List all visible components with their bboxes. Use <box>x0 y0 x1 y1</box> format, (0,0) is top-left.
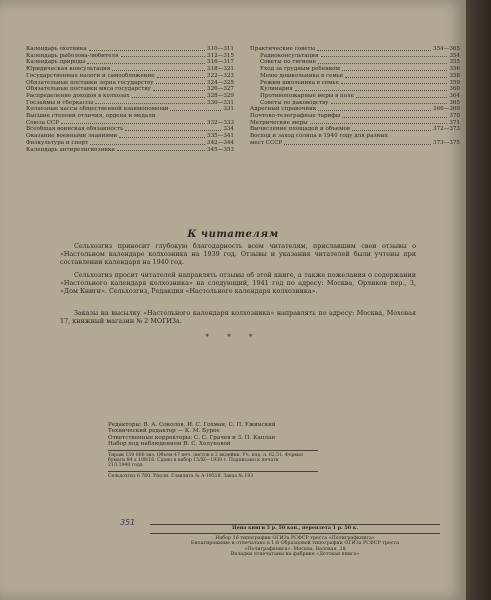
handwritten-number: 351 <box>120 518 136 527</box>
toc-entry-pages: 316—317 <box>207 59 234 66</box>
toc-entry-pages: 373—375 <box>433 139 460 146</box>
toc-entry-pages: 324—325 <box>207 79 234 86</box>
toc-entry-title: Почтово-телеграфные тарифы <box>250 113 341 120</box>
credits-divider <box>108 450 318 451</box>
toc-entry <box>26 120 234 127</box>
toc-entry-pages: 359 <box>449 79 460 86</box>
toc-dot-leader <box>352 130 431 131</box>
toc-dot-leader <box>356 97 447 98</box>
price-line: Цена книги 5 р. 50 коп., переплета 1 р. 50 к. <box>150 524 440 534</box>
toc-dot-leader <box>112 70 205 71</box>
notice-paragraph-1: Сельхозгиз приносит глубокую благодарность всем читателям, приславшим свои отзывы о «Настольном календаре колхозника на 1939 год. Отзывы и указания читателей были учтены при составлении календаря на 1940 год. <box>60 242 416 266</box>
toc-entry-title: Юридическая консультация <box>26 66 111 73</box>
toc-entry <box>26 140 234 147</box>
toc-entry-title: Оказание военными знаниями <box>26 133 118 140</box>
toc-entry-title: Союза ССР <box>26 119 60 126</box>
toc-entry-title: Всеобщая воинская обязанность <box>26 126 124 133</box>
toc-entry <box>26 86 234 93</box>
toc-entry-title: Вычисление площадей и объемов <box>250 126 350 133</box>
toc-entry-pages: 365 <box>449 99 460 106</box>
toc-entry-title: Советы по гигиене <box>260 59 316 66</box>
toc-entry-title: Советы по даководству <box>260 99 329 106</box>
toc-entry-title: Колхозные кассы общественной взаимопомощи <box>26 106 169 113</box>
toc-dot-leader <box>90 144 205 145</box>
toc-entry-title: Обязательные поставки мяса государству <box>26 86 151 93</box>
toc-entry-pages: 318—321 <box>207 66 234 73</box>
toc-dot-leader <box>341 83 447 84</box>
toc-entry <box>26 147 234 154</box>
toc-entry <box>26 100 234 107</box>
toc-entry-title: Метрические меры <box>250 119 308 126</box>
imprint-block <box>150 524 440 558</box>
table-of-contents-right <box>250 46 460 147</box>
toc-entry-pages: 364 <box>449 92 460 99</box>
toc-entry-title: Адресный справочник <box>250 106 317 113</box>
toc-dot-leader <box>132 97 206 98</box>
toc-entry <box>250 53 460 60</box>
toc-entry <box>250 80 460 87</box>
supervision-line: Набор под наблюдением Я. С. Холуповой <box>108 441 231 448</box>
toc-entry-pages: 354 <box>449 52 460 59</box>
toc-dot-leader <box>61 123 205 124</box>
toc-entry <box>26 113 234 120</box>
toc-entry-pages: 322—323 <box>207 72 234 79</box>
toc-entry <box>250 100 460 107</box>
toc-entry <box>26 106 234 113</box>
toc-entry <box>250 73 460 80</box>
toc-entry-pages: 342—344 <box>207 139 234 146</box>
toc-entry-pages: 366—369 <box>433 106 460 113</box>
toc-entry <box>26 59 234 66</box>
toc-entry <box>26 126 234 133</box>
toc-entry-title: Государственные налоги и самообложение <box>26 72 155 79</box>
toc-entry-title: Физкультура и спорт <box>26 139 89 146</box>
notice-heading: К читателям <box>187 229 279 240</box>
toc-entry-title: Противопожарные меры в поле <box>260 92 354 99</box>
section-divider-stars: * * * <box>205 333 261 341</box>
toc-entry-pages: 335—341 <box>207 133 234 140</box>
notice-paragraph-3: Заказы на высылку «Настольного календаря колхозника» направлять по адресу: Москва, Моховая 17, книжный магазин № 2 МОГИЗа. <box>60 309 416 325</box>
toc-entry-title: Календарь охотника <box>26 46 87 52</box>
toc-entry-title: Режим школьника в семье <box>260 79 339 86</box>
toc-entry-title: Распределение доходов в колхозах <box>26 92 130 99</box>
toc-dot-leader <box>119 137 205 138</box>
toc-dot-leader <box>125 130 221 131</box>
toc-entry <box>26 93 234 100</box>
toc-dot-leader <box>87 63 205 64</box>
toc-dot-leader <box>310 123 448 124</box>
toc-dot-leader <box>170 110 221 111</box>
toc-dot-leader <box>321 56 448 57</box>
imprint-line-3: «Полиграфкнига». Москва, Валовая, 28 <box>244 546 346 552</box>
toc-entry-title: Календарь рыболова-любителя <box>26 52 119 59</box>
toc-entry-title: мест СССР <box>250 139 283 146</box>
toc-dot-leader <box>331 103 448 104</box>
toc-entry-pages: 360 <box>449 86 460 93</box>
toc-entry-pages: 345—353 <box>207 146 234 153</box>
toc-entry-pages: 310—311 <box>207 46 234 52</box>
toc-dot-leader <box>153 90 205 91</box>
print-info-line-2: бумаги 84 х 108/16. Сдано в набор 15/XI—1939 г. Подписано к печати <box>108 458 279 464</box>
toc-entry-pages: 372—373 <box>433 126 460 133</box>
toc-entry-pages: 370 <box>449 113 460 120</box>
toc-entry <box>250 59 460 66</box>
toc-entry <box>26 80 234 87</box>
toc-entry-pages: 331 <box>223 106 234 113</box>
toc-entry-pages: 332—333 <box>207 119 234 126</box>
toc-entry-title: Кулинария <box>260 86 293 93</box>
toc-dot-leader <box>284 144 431 145</box>
order-info-line: Сельхозгиз 6 760. Уполн. Главлита № А-19518. Заказ № 193 <box>108 473 254 479</box>
toc-entry-pages: 371 <box>449 119 460 126</box>
toc-entry-title: Уход за грудным ребенком <box>260 66 341 73</box>
toc-dot-leader <box>89 50 205 51</box>
toc-entry <box>250 140 460 147</box>
toc-entry <box>250 66 460 73</box>
toc-entry-title: Календарь антирелигиозника <box>26 146 115 153</box>
proofreaders-line: Ответственные корректоры: С. С. Грачев и З. П. Каплан <box>108 434 276 441</box>
print-info-line-1: Тираж 150 000 экз. Объем 47 печ. листов в 2 вклейки. Уч. изд. л. 62,51. Формат <box>108 452 304 458</box>
toc-dot-leader <box>117 150 205 151</box>
toc-entry-title: Радиоконсультация <box>260 52 319 59</box>
toc-entry-pages: 356 <box>449 66 460 73</box>
imprint-line-4: Вкладки отпечатаны на фабрике «Детская книга» <box>230 552 360 558</box>
toc-entry <box>250 46 460 53</box>
toc-dot-leader <box>95 103 205 104</box>
toc-entry <box>250 93 460 100</box>
toc-dot-leader <box>345 77 447 78</box>
toc-entry-pages: 354—365 <box>433 46 460 52</box>
toc-entry <box>250 133 460 140</box>
imprint-line-1: Набор 16 типографии ОГИЗа РСФСР треста «Полиграфкнига» <box>215 535 375 541</box>
toc-entry <box>26 46 234 53</box>
credits-block <box>108 422 408 479</box>
toc-entry-pages: 326—327 <box>207 86 234 93</box>
toc-entry <box>26 53 234 60</box>
toc-entry <box>26 133 234 140</box>
toc-entry <box>250 126 460 133</box>
toc-entry-pages: 330—331 <box>207 99 234 106</box>
toc-dot-leader <box>318 63 447 64</box>
toc-entry <box>250 113 460 120</box>
toc-entry <box>250 106 460 113</box>
toc-entry <box>26 66 234 73</box>
toc-dot-leader <box>342 70 447 71</box>
table-of-contents-left <box>26 46 234 153</box>
toc-dot-leader <box>121 56 206 57</box>
notice-paragraph-2: Сельхозгиз просит читателей направлять отзывы об этой книге, а также пожелания о содержании «Настольного календаря колхозника» на следующий, 1941 год по адресу: Москва, Орликов пер., 3, «Дом Книги». Сельхозгиз, Редакция «Настольного календаря колхозника». <box>60 271 416 295</box>
toc-dot-leader <box>295 90 448 91</box>
toc-entry-title: Обязательные поставки зерна государству <box>26 79 154 86</box>
toc-entry-pages: 312—315 <box>207 52 234 59</box>
toc-entry-title: Восход и заход солнца в 1940 году для разных <box>250 133 388 140</box>
toc-dot-leader <box>156 83 206 84</box>
credits-divider <box>108 471 318 472</box>
toc-entry-pages: 328—329 <box>207 92 234 99</box>
toc-entry-pages: 355 <box>449 59 460 66</box>
toc-entry-title: Меню дошкольника в семье <box>260 72 344 79</box>
toc-entry <box>250 86 460 93</box>
page-edge-shadow <box>466 0 491 600</box>
print-info-line-3: 21/I 1940 года <box>108 463 143 469</box>
editors-line: Редакторы: В. А. Соколов, И. С. Гохман, С. П. Ужинский <box>108 422 276 428</box>
toc-entry-title: Высшие степени отличия, ордена и медали <box>26 113 156 120</box>
toc-dot-leader <box>342 117 447 118</box>
toc-entry-title: Госзаймы и сберкассы <box>26 99 94 106</box>
toc-entry-title: Календарь природы <box>26 59 86 66</box>
toc-entry <box>250 120 460 127</box>
toc-dot-leader <box>317 50 431 51</box>
toc-entry-pages: 358 <box>449 72 460 79</box>
toc-entry-pages: 334 <box>223 126 234 133</box>
toc-entry-title: Практические советы <box>250 46 316 52</box>
tech-editor-line: Технический редактор — К. М. Бурое <box>108 428 220 435</box>
toc-entry <box>26 73 234 80</box>
toc-dot-leader <box>157 77 206 78</box>
imprint-line-2: Билагирование и отпечатано в 1-й Образцовой типографии ОГИЗа РСФСР треста <box>190 541 400 547</box>
toc-dot-leader <box>318 110 431 111</box>
